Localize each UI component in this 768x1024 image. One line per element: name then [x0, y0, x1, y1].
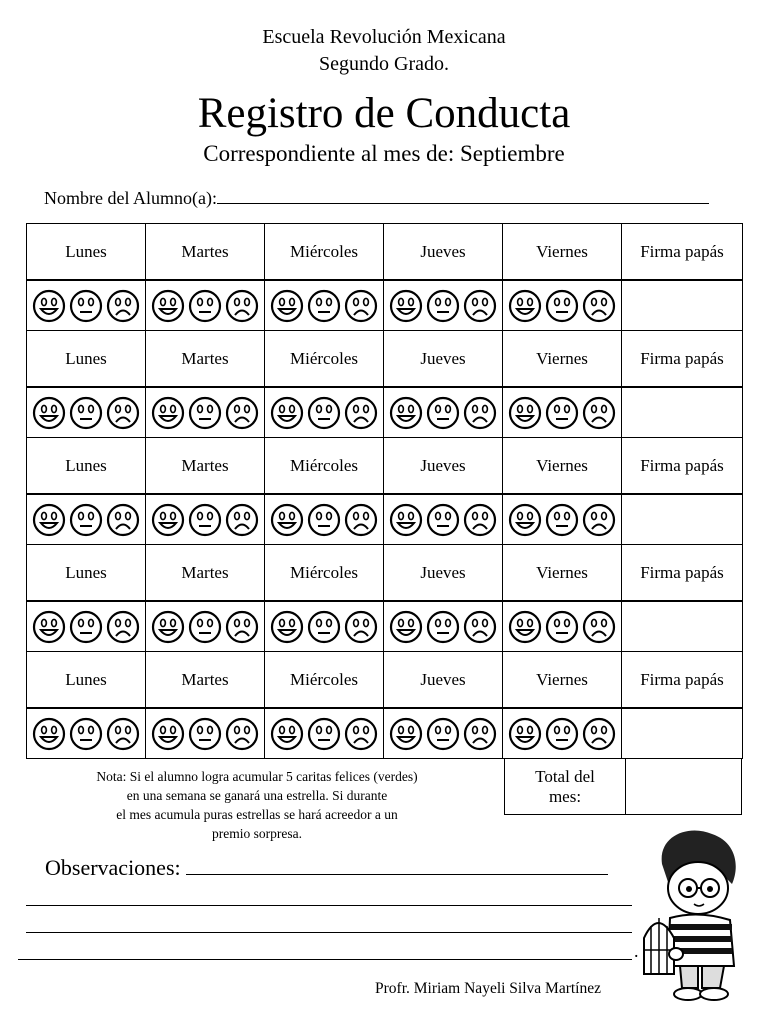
day-header: Lunes	[27, 652, 146, 709]
parent-signature-header: Firma papás	[622, 224, 743, 281]
neutral-face-icon[interactable]	[545, 503, 579, 537]
note-text	[62, 767, 452, 843]
day-header: Viernes	[503, 545, 622, 602]
parent-signature-header: Firma papás	[622, 545, 743, 602]
teacher-signature: Profr. Miriam Nayeli Silva Martínez	[375, 980, 601, 997]
page-title: Registro de Conducta	[197, 90, 571, 137]
face-options	[503, 396, 621, 430]
day-face-cell	[146, 601, 265, 652]
day-face-cell	[27, 601, 146, 652]
neutral-face-icon[interactable]	[307, 289, 341, 323]
face-options	[265, 610, 383, 644]
neutral-face-icon[interactable]	[307, 610, 341, 644]
observations-field[interactable]	[186, 856, 608, 875]
total-value-cell[interactable]	[626, 759, 742, 815]
sad-face-icon[interactable]	[463, 717, 497, 751]
happy-face-icon[interactable]	[151, 717, 185, 751]
sad-face-icon[interactable]	[582, 610, 616, 644]
day-face-cell	[503, 601, 622, 652]
face-options	[384, 610, 502, 644]
neutral-face-icon[interactable]	[545, 396, 579, 430]
face-options	[265, 717, 383, 751]
day-face-cell	[503, 494, 622, 545]
neutral-face-icon[interactable]	[188, 610, 222, 644]
day-face-cell	[384, 708, 503, 759]
sad-face-icon[interactable]	[225, 503, 259, 537]
day-face-cell	[384, 494, 503, 545]
face-options	[265, 503, 383, 537]
face-options	[146, 503, 264, 537]
happy-face-icon[interactable]	[508, 289, 542, 323]
day-header: Viernes	[503, 652, 622, 709]
happy-face-icon[interactable]	[151, 503, 185, 537]
day-header: Miércoles	[265, 331, 384, 388]
face-row	[27, 387, 743, 438]
neutral-face-icon[interactable]	[69, 610, 103, 644]
happy-face-icon[interactable]	[508, 503, 542, 537]
student-name-label: Nombre del Alumno(a):	[44, 188, 217, 208]
face-options	[384, 396, 502, 430]
day-face-cell	[146, 387, 265, 438]
sad-face-icon[interactable]	[106, 610, 140, 644]
parent-signature-header: Firma papás	[622, 652, 743, 709]
parent-signature-cell[interactable]	[622, 601, 743, 652]
day-face-cell	[27, 708, 146, 759]
day-face-cell	[265, 601, 384, 652]
day-face-cell	[265, 280, 384, 331]
neutral-face-icon[interactable]	[545, 717, 579, 751]
observations-line[interactable]	[26, 905, 632, 906]
day-header-row	[27, 331, 743, 388]
day-header: Jueves	[384, 652, 503, 709]
day-header-row	[27, 545, 743, 602]
note-line: el mes acumula puras estrellas se hará acreedor a un	[116, 807, 398, 822]
day-header: Lunes	[27, 224, 146, 281]
face-options	[27, 610, 145, 644]
happy-face-icon[interactable]	[508, 396, 542, 430]
day-header: Viernes	[503, 331, 622, 388]
face-options	[27, 717, 145, 751]
day-face-cell	[146, 708, 265, 759]
face-row	[27, 494, 743, 545]
day-face-cell	[265, 708, 384, 759]
face-options	[384, 503, 502, 537]
day-header-row	[27, 438, 743, 495]
happy-face-icon[interactable]	[389, 503, 423, 537]
face-options	[146, 717, 264, 751]
happy-face-icon[interactable]	[270, 396, 304, 430]
sad-face-icon[interactable]	[344, 289, 378, 323]
sad-face-icon[interactable]	[463, 610, 497, 644]
day-face-cell	[503, 708, 622, 759]
note-line: Nota: Si el alumno logra acumular 5 caritas felices (verdes)	[96, 769, 418, 784]
face-row	[27, 708, 743, 759]
face-options	[146, 610, 264, 644]
day-face-cell	[503, 280, 622, 331]
neutral-face-icon[interactable]	[545, 289, 579, 323]
sad-face-icon[interactable]	[344, 610, 378, 644]
sad-face-icon[interactable]	[225, 289, 259, 323]
day-header: Jueves	[384, 331, 503, 388]
day-face-cell	[384, 601, 503, 652]
face-options	[27, 396, 145, 430]
day-header: Miércoles	[265, 224, 384, 281]
day-face-cell	[146, 280, 265, 331]
happy-face-icon[interactable]	[32, 610, 66, 644]
boy-with-birdcage-illustration	[640, 826, 748, 1002]
day-header: Lunes	[27, 545, 146, 602]
neutral-face-icon[interactable]	[545, 610, 579, 644]
conduct-grid	[26, 223, 743, 759]
sad-face-icon[interactable]	[225, 610, 259, 644]
day-header: Martes	[146, 652, 265, 709]
neutral-face-icon[interactable]	[188, 717, 222, 751]
day-header: Lunes	[27, 331, 146, 388]
happy-face-icon[interactable]	[151, 396, 185, 430]
happy-face-icon[interactable]	[32, 717, 66, 751]
day-header: Viernes	[503, 224, 622, 281]
neutral-face-icon[interactable]	[188, 503, 222, 537]
observations-line[interactable]	[26, 932, 632, 933]
neutral-face-icon[interactable]	[69, 503, 103, 537]
happy-face-icon[interactable]	[508, 717, 542, 751]
neutral-face-icon[interactable]	[426, 610, 460, 644]
day-face-cell	[27, 494, 146, 545]
grade-label: Segundo Grado.	[319, 53, 449, 75]
face-options	[146, 289, 264, 323]
day-face-cell	[27, 387, 146, 438]
end-period: .	[634, 941, 639, 961]
neutral-face-icon[interactable]	[188, 396, 222, 430]
happy-face-icon[interactable]	[508, 610, 542, 644]
day-header: Lunes	[27, 438, 146, 495]
neutral-face-icon[interactable]	[307, 503, 341, 537]
total-label	[505, 759, 626, 815]
neutral-face-icon[interactable]	[69, 396, 103, 430]
day-face-cell	[503, 387, 622, 438]
day-header-row	[27, 224, 743, 281]
happy-face-icon[interactable]	[32, 503, 66, 537]
parent-signature-cell[interactable]	[622, 708, 743, 759]
sad-face-icon[interactable]	[106, 289, 140, 323]
face-options	[265, 289, 383, 323]
day-header-row	[27, 652, 743, 709]
face-options	[384, 717, 502, 751]
face-options	[503, 289, 621, 323]
day-face-cell	[384, 280, 503, 331]
total-box	[504, 758, 742, 815]
neutral-face-icon[interactable]	[69, 717, 103, 751]
sad-face-icon[interactable]	[344, 503, 378, 537]
sad-face-icon[interactable]	[582, 503, 616, 537]
observations-line[interactable]	[18, 959, 632, 960]
day-face-cell	[384, 387, 503, 438]
sad-face-icon[interactable]	[463, 503, 497, 537]
parent-signature-header: Firma papás	[622, 331, 743, 388]
happy-face-icon[interactable]	[151, 610, 185, 644]
sad-face-icon[interactable]	[463, 289, 497, 323]
observations-row	[45, 855, 608, 881]
total-label-line: mes:	[548, 786, 582, 806]
face-options	[384, 289, 502, 323]
face-options	[265, 396, 383, 430]
sad-face-icon[interactable]	[106, 717, 140, 751]
sad-face-icon[interactable]	[225, 717, 259, 751]
face-options	[503, 610, 621, 644]
sad-face-icon[interactable]	[106, 503, 140, 537]
sad-face-icon[interactable]	[463, 396, 497, 430]
day-header: Miércoles	[265, 438, 384, 495]
neutral-face-icon[interactable]	[307, 717, 341, 751]
parent-signature-header: Firma papás	[622, 438, 743, 495]
day-header: Miércoles	[265, 652, 384, 709]
parent-signature-cell[interactable]	[622, 494, 743, 545]
sad-face-icon[interactable]	[225, 396, 259, 430]
happy-face-icon[interactable]	[389, 717, 423, 751]
student-name-row	[44, 187, 709, 209]
face-options	[503, 503, 621, 537]
day-header: Jueves	[384, 545, 503, 602]
face-row	[27, 601, 743, 652]
happy-face-icon[interactable]	[151, 289, 185, 323]
neutral-face-icon[interactable]	[188, 289, 222, 323]
school-header	[0, 24, 768, 78]
happy-face-icon[interactable]	[270, 717, 304, 751]
student-name-field[interactable]	[217, 187, 709, 204]
day-face-cell	[146, 494, 265, 545]
sad-face-icon[interactable]	[106, 396, 140, 430]
note-line: en una semana se ganará una estrella. Si durante	[126, 788, 388, 803]
neutral-face-icon[interactable]	[426, 289, 460, 323]
sad-face-icon[interactable]	[344, 717, 378, 751]
day-header: Jueves	[384, 224, 503, 281]
happy-face-icon[interactable]	[32, 289, 66, 323]
face-options	[146, 396, 264, 430]
day-header: Miércoles	[265, 545, 384, 602]
happy-face-icon[interactable]	[32, 396, 66, 430]
day-header: Martes	[146, 438, 265, 495]
neutral-face-icon[interactable]	[426, 717, 460, 751]
parent-signature-cell[interactable]	[622, 280, 743, 331]
face-options	[27, 289, 145, 323]
happy-face-icon[interactable]	[389, 396, 423, 430]
happy-face-icon[interactable]	[389, 289, 423, 323]
day-header: Martes	[146, 224, 265, 281]
day-header: Viernes	[503, 438, 622, 495]
neutral-face-icon[interactable]	[307, 396, 341, 430]
happy-face-icon[interactable]	[270, 503, 304, 537]
neutral-face-icon[interactable]	[426, 396, 460, 430]
total-label-line: Total del	[535, 766, 595, 786]
face-options	[503, 717, 621, 751]
neutral-face-icon[interactable]	[69, 289, 103, 323]
day-face-cell	[27, 280, 146, 331]
day-header: Martes	[146, 331, 265, 388]
sad-face-icon[interactable]	[344, 396, 378, 430]
happy-face-icon[interactable]	[270, 289, 304, 323]
parent-signature-cell[interactable]	[622, 387, 743, 438]
sad-face-icon[interactable]	[582, 717, 616, 751]
school-name: Escuela Revolución Mexicana	[262, 26, 506, 48]
day-header: Martes	[146, 545, 265, 602]
observations-label: Observaciones:	[45, 855, 181, 880]
month-subtitle: Correspondiente al mes de: Septiembre	[203, 141, 565, 166]
sad-face-icon[interactable]	[582, 396, 616, 430]
day-header: Jueves	[384, 438, 503, 495]
face-options	[27, 503, 145, 537]
day-face-cell	[265, 494, 384, 545]
happy-face-icon[interactable]	[389, 610, 423, 644]
neutral-face-icon[interactable]	[426, 503, 460, 537]
day-face-cell	[265, 387, 384, 438]
sad-face-icon[interactable]	[582, 289, 616, 323]
happy-face-icon[interactable]	[270, 610, 304, 644]
note-line: premio sorpresa.	[212, 826, 302, 841]
face-row	[27, 280, 743, 331]
